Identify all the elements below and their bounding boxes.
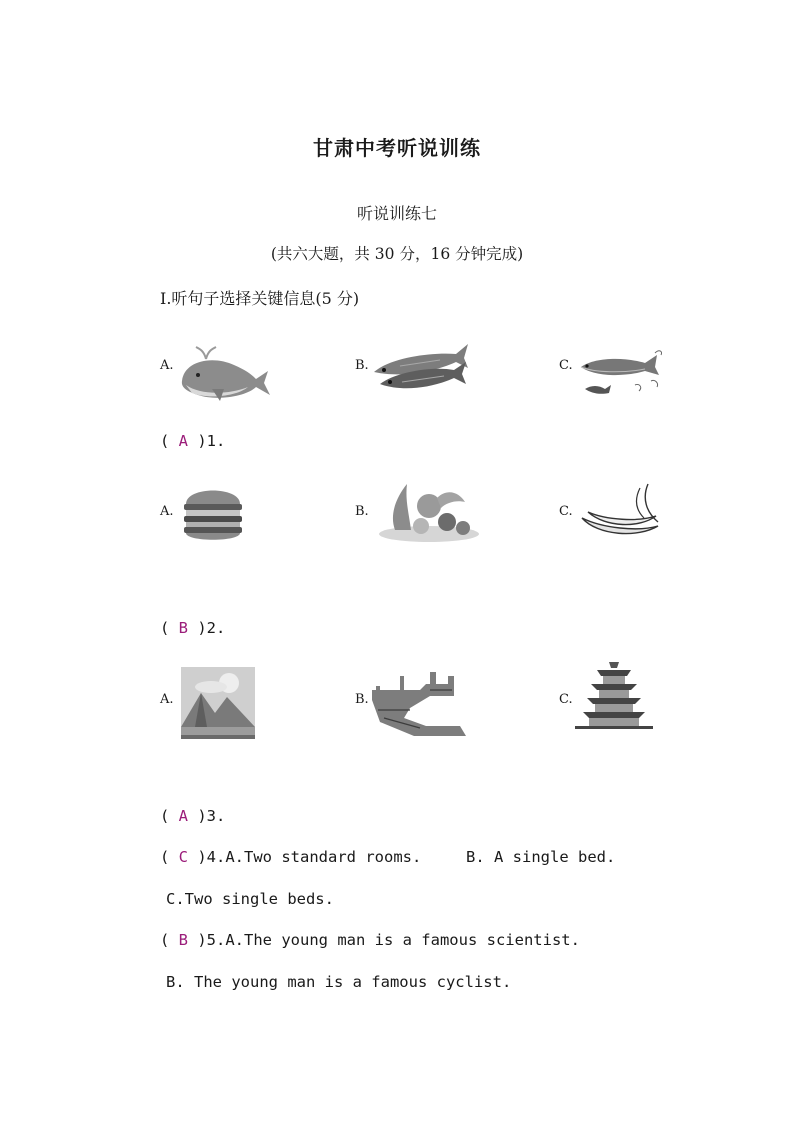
hamburger-picture	[180, 480, 246, 546]
question-1: ( A )1.	[160, 432, 226, 450]
mountains-picture	[181, 667, 255, 739]
bananas-picture	[578, 482, 662, 546]
option-label-a: A.	[160, 504, 174, 519]
question-4: ( C )4.A.Two standard rooms.	[160, 848, 422, 866]
option-label-a: A.	[160, 692, 174, 707]
question-2: ( B )2.	[160, 619, 226, 637]
page-title: 甘肃中考听说训练	[313, 136, 481, 160]
option-label-c: C.	[559, 358, 573, 373]
great-wall-picture	[370, 666, 468, 736]
option-label-b: B.	[355, 504, 369, 519]
question-5-option-b: B. The young man is a famous cyclist.	[166, 973, 512, 991]
option-label-b: B.	[355, 692, 369, 707]
question-5: ( B )5.A.The young man is a famous scientist.	[160, 931, 580, 949]
answer-4: C	[178, 848, 189, 866]
exercise-info: (共六大题，共 30 分，16 分钟完成)	[270, 245, 524, 263]
question-3: ( A )3.	[160, 807, 226, 825]
question-4-option-b: B. A single bed.	[466, 848, 616, 866]
seafood-vegetables-picture	[375, 478, 483, 546]
option-label-a: A.	[160, 358, 174, 373]
option-label-c: C.	[559, 692, 573, 707]
answer-2: B	[178, 619, 189, 637]
option-label-c: C.	[559, 504, 573, 519]
answer-3: A	[178, 807, 189, 825]
option-label-b: B.	[355, 358, 369, 373]
question-4-option-c: C.Two single beds.	[166, 890, 334, 908]
yellow-crane-tower-picture	[573, 660, 655, 732]
answer-5: B	[178, 931, 189, 949]
answer-1: A	[178, 432, 189, 450]
section-heading: Ⅰ.听句子选择关键信息(5 分)	[160, 289, 360, 308]
fish-pair-picture	[370, 338, 470, 396]
exercise-subtitle: 听说训练七	[356, 204, 437, 223]
swimming-fish-picture	[575, 345, 670, 405]
whale-picture	[176, 345, 271, 405]
